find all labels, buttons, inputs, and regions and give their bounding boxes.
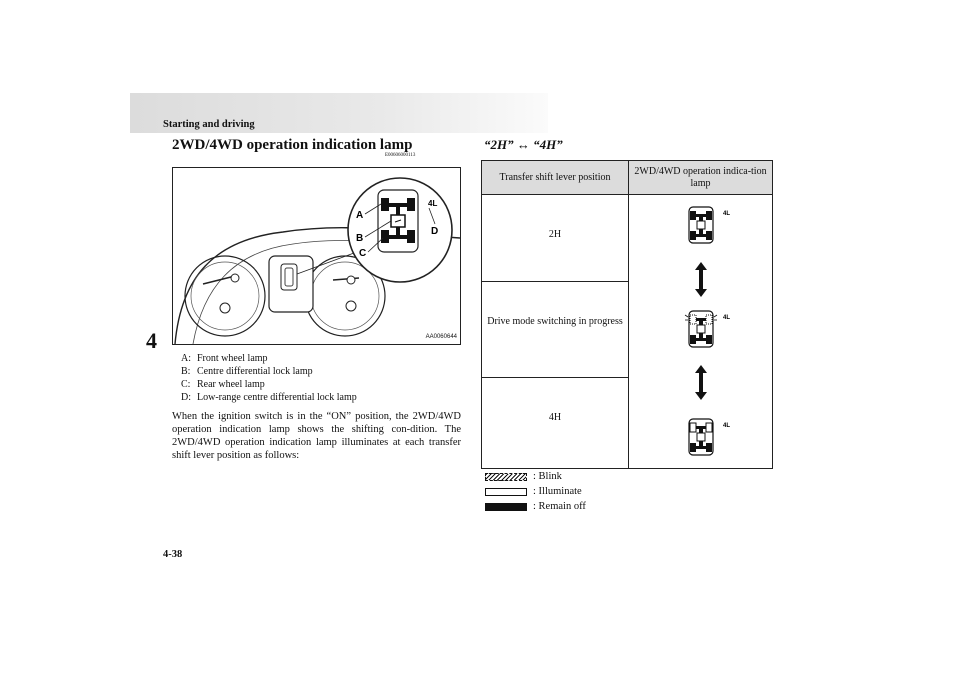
callout-text: Low-range centre differential lock lamp <box>197 392 357 403</box>
chapter-number: 4 <box>146 328 157 353</box>
callout-key: A: <box>181 353 191 364</box>
table-header: 2WD/4WD operation indica-tion lamp <box>629 161 773 195</box>
legend-item-remain-off <box>481 499 586 514</box>
lamp-sequence-cell <box>629 195 773 469</box>
lamp-2h-4l-label: 4L <box>722 211 730 217</box>
table-header: Transfer shift lever position <box>482 161 629 195</box>
callout-text: Front wheel lamp <box>197 353 268 364</box>
remain-off-swatch <box>485 503 527 511</box>
callout-key: C: <box>181 379 191 390</box>
callout-list <box>181 352 357 404</box>
legend-item-illuminate <box>481 484 586 499</box>
section-header: Starting and driving <box>163 119 255 130</box>
cluster-illustration <box>173 168 460 344</box>
section-heading: “2H” ↔ “4H” <box>484 137 563 152</box>
legend-label: : Illuminate <box>533 486 582 497</box>
callout-item <box>181 365 357 378</box>
arrow-up-down-icon <box>695 262 707 297</box>
arrow-up-down-icon <box>695 365 707 400</box>
section-code: E00606000113 <box>385 153 416 158</box>
figure-label-4l: 4L <box>428 199 438 208</box>
callout-item <box>181 352 357 365</box>
lamp-switching <box>685 311 717 347</box>
legend-item-blink <box>481 469 586 484</box>
body-paragraph: When the ignition switch is in the “ON” position, the 2WD/4WD operation indication lamp shows the shifting con-dition. The 2WD/4WD operation indication lamp illuminates at each transfer shift lever position as follows: <box>172 411 461 461</box>
table-cell-position: 2H <box>482 195 629 282</box>
lamp-sequence-graphic <box>631 195 771 465</box>
lamp-2h <box>689 207 713 243</box>
callout-key: D: <box>181 392 191 403</box>
table-cell-position: Drive mode switching in progress <box>482 281 629 378</box>
callout-key: B: <box>181 366 191 377</box>
illuminate-swatch <box>485 488 527 496</box>
lamp-switching-4l-label: 4L <box>722 315 730 321</box>
figure-label-d: D <box>431 226 439 237</box>
callout-text: Rear wheel lamp <box>197 379 265 390</box>
page-title: 2WD/4WD operation indication lamp <box>172 137 413 153</box>
figure-label-b: B <box>356 233 364 244</box>
callout-item <box>181 391 357 404</box>
figure-label-c: C <box>359 248 367 259</box>
table-cell-position: 4H <box>482 378 629 469</box>
legend <box>481 469 586 514</box>
blink-swatch <box>485 473 527 481</box>
indication-table <box>481 160 773 469</box>
lamp-4h <box>689 419 713 455</box>
callout-item <box>181 378 357 391</box>
page-number: 4-38 <box>163 549 183 560</box>
callout-text: Centre differential lock lamp <box>197 366 313 377</box>
legend-label: : Remain off <box>533 501 586 512</box>
figure-code: AA0060644 <box>425 334 457 340</box>
figure-label-a: A <box>356 210 364 221</box>
legend-label: : Blink <box>533 471 562 482</box>
lamp-4h-4l-label: 4L <box>722 423 730 429</box>
instrument-cluster-figure <box>172 167 461 345</box>
